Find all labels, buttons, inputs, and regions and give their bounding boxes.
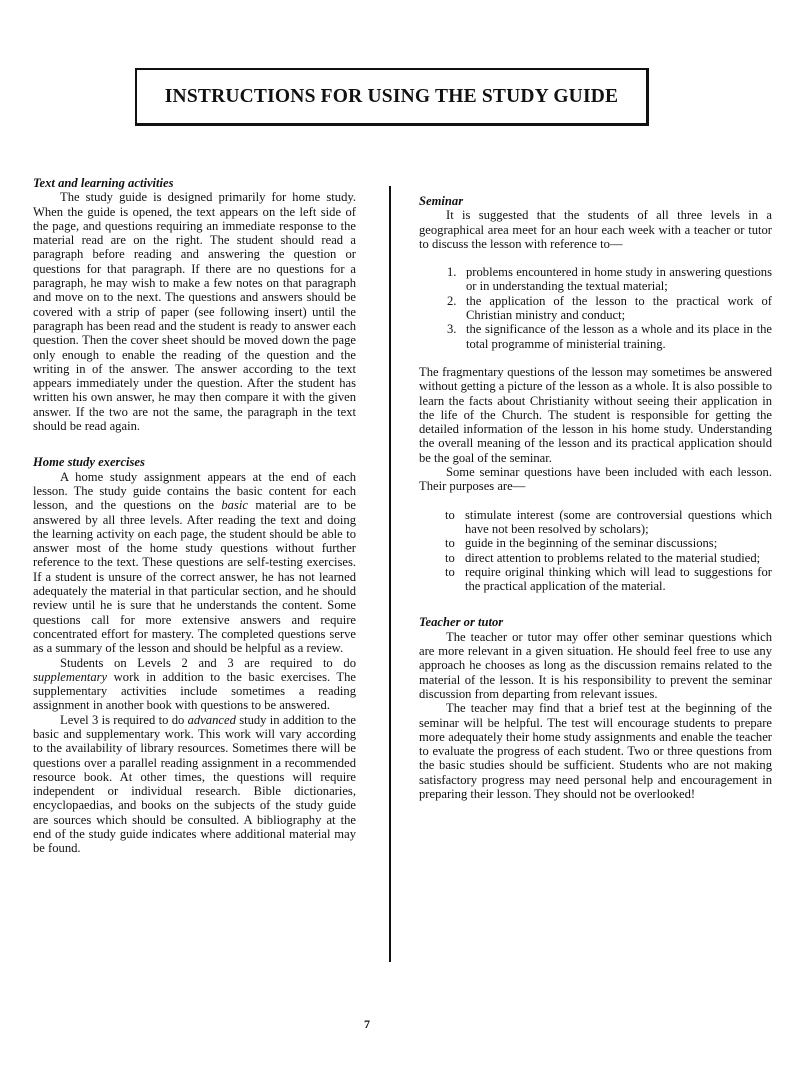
paragraph: The teacher may find that a brief test at the beginning of the seminar will be helpful. The test will encourage students to prepare more adequately their home study assignments and enable the teacher to evaluate the progress of each student. Two or three questions from the basic studies should be sufficient. Students who are not making satisfactory progress may need personal help and encouragement in preparing their lesson. They should not be overlooked! [419,701,772,801]
page-title: INSTRUCTIONS FOR USING THE STUDY GUIDE [164,85,619,107]
list-item: to guide in the beginning of the seminar discussions; [445,536,718,551]
section-heading: Home study exercises [33,455,145,470]
right-column [419,194,772,801]
list-item: 3. the significance of the lesson as a whole and its place in the total programme of ministerial training. [447,322,772,351]
paragraph: Level 3 is required to do advanced study in addition to the basic and supplementary work. This work will vary according to the availability of library resources. Sometimes there will be questions over a parallel reading assignment in a recommended resource book. At other times, the questions will require independent or individual research. Bible dictionaries, encyclopaedias, and books on the subjects of the study guide are sources which should be consulted. A bibliography at the end of the study guide indicates where additional material may be found. [33,712,356,856]
emphasis: advanced [187,712,236,727]
list-item: 1. problems encountered in home study in answering questions or in understanding the textual material; [447,265,772,294]
paragraph: The study guide is designed primarily for home study. When the guide is opened, the text appears on the left side of the page, and questions requiring an immediate response to the material read are on the right. The student should read a paragraph before reading and answering the question or questions for that paragraph. If there are no questions for a paragraph, he may wish to make a few notes on that paragraph and move on to the next. The questions and answers should be covered with a strip of paper (see following insert) until the paragraph has been read and the student is ready to answer each question. Then the cover sheet should be moved down the page only enough to enable the reading of the question and the writing in of the answer. The answer according to the text appears immediately under the question. After the student has written his own answer, he may then compare it with the given answer. If the two are not the same, the paragraph in the text should be read again. [33,190,356,434]
list-item: 2. the application of the lesson to the practical work of Christian ministry and conduct; [447,293,772,323]
paragraph: A home study assignment appears at the end of each lesson. The study guide contains the basic content for each lesson, and the questions on the basic material are to be answered by all three levels. After reading the text and doing the learning activity on each page, the student should be able to answer most of the home study questions without further reference to the text. These questions are self-testing exercises. If a student is unsure of the correct answer, he has not learned adequately the material in that particular section, and he should review until he is sure that he understands the content. Some questions call for more extensive answers and require concentrated effort for mastery. The completed questions serve as a summary of the lesson and should be helpful as a review. [33,469,356,656]
purposes-list [419,508,772,594]
left-column [33,176,356,856]
emphasis: supplementary [33,669,108,684]
section-seminar [419,194,772,593]
paragraph: The fragmentary questions of the lesson may sometimes be answered without getting a picture of the lesson as a whole. It is also possible to learn the facts about Christianity without seeing their application in the life of the Church. The student is responsible for getting the detailed information of the lesson in his home study. Understanding the overall meaning of the lesson and its practical application should be the goal of the seminar. [419,364,772,465]
page-number: 7 [364,1017,370,1031]
paragraph: Students on Levels 2 and 3 are required to do supplementary work in addition to the basic exercises. The supplementary activities include sometimes a reading assignment in another book with questions to be answered. [33,655,356,713]
section-heading: Seminar [419,194,464,208]
title-box [135,68,649,126]
paragraph: It is suggested that the students of all three levels in a geographical area meet for an hour each week with a teacher or tutor to discuss the lesson with reference to— [419,208,772,251]
list-item: to stimulate interest (some are controversial questions which have not been resolved by scholars); [445,507,772,536]
section-heading: Text and learning activities [33,176,174,190]
section-heading: Teacher or tutor [419,615,504,630]
emphasis: basic [221,498,248,513]
paragraph: Some seminar questions have been included with each lesson. Their purposes are— [419,465,772,494]
section-teacher [419,615,772,801]
section-home-study [33,455,356,855]
column-divider [389,186,391,962]
reference-list [419,265,772,351]
list-item: to require original thinking which will lead to suggestions for the practical application of the material. [445,564,772,594]
section-text-learning [33,176,356,433]
paragraph: The teacher or tutor may offer other seminar questions which are more relevant in a given situation. He should feel free to use any approach he chooses as long as the discussion remains related to the material of the lesson. It is his responsibility to prevent the seminar discussion from departing from relevant issues. [419,629,772,701]
list-item: to direct attention to problems related to the material studied; [445,550,761,565]
